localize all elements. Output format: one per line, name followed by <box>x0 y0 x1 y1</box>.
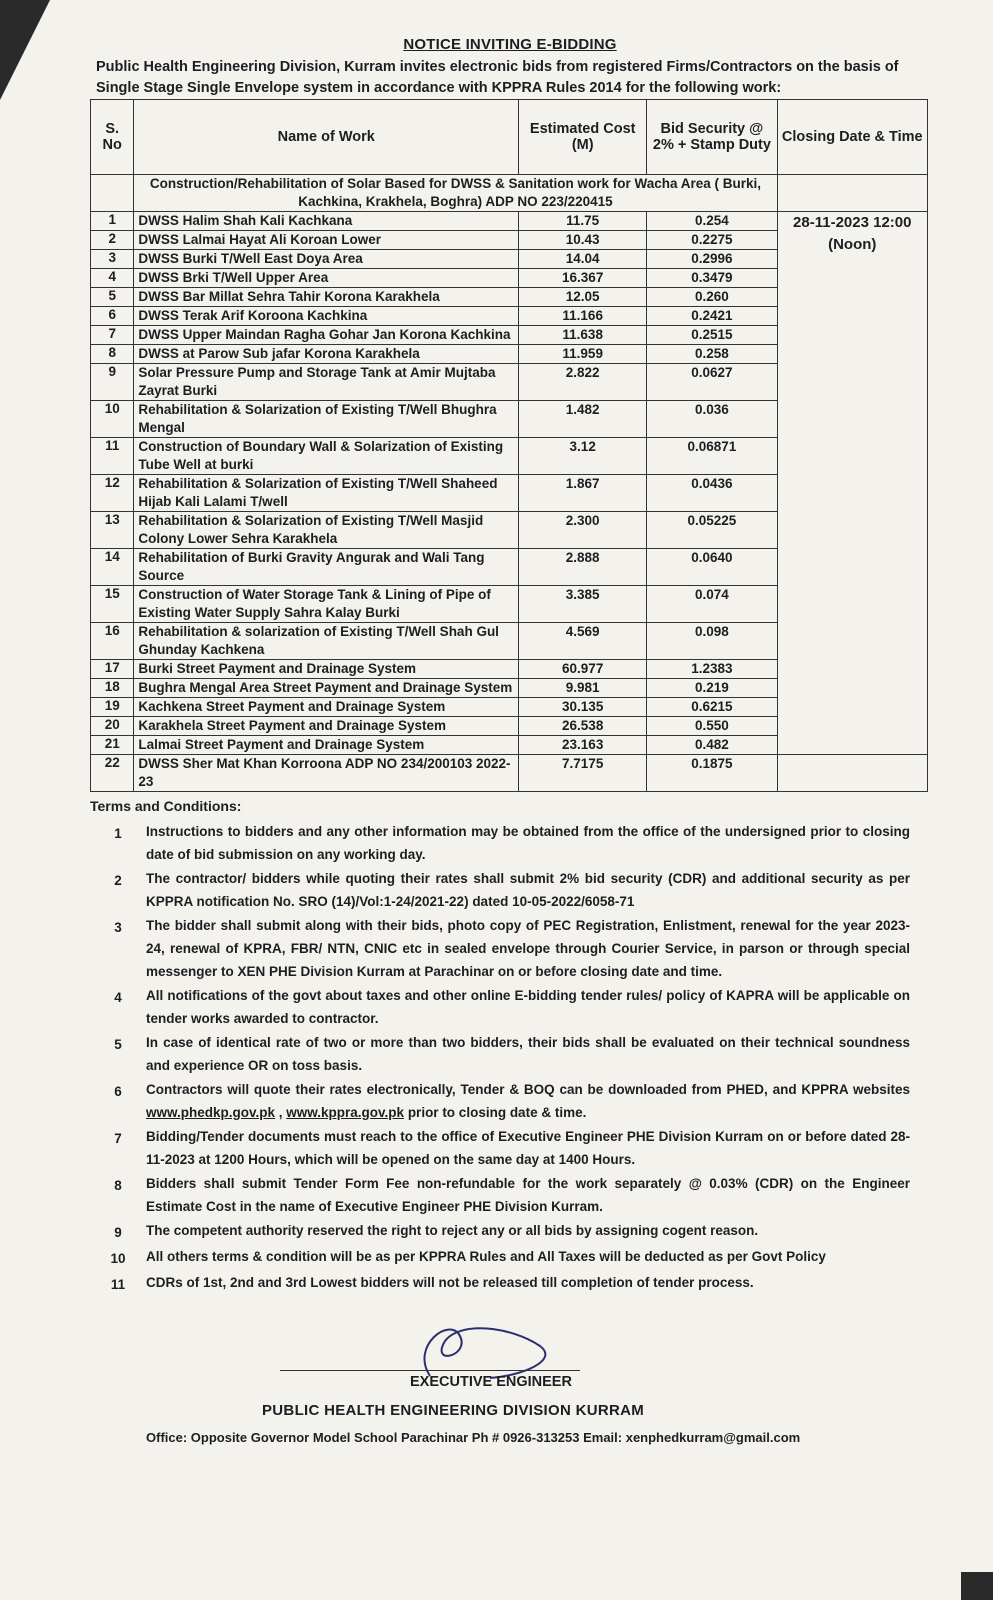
header-cost: Estimated Cost (M) <box>519 100 647 175</box>
signature-department: PUBLIC HEALTH ENGINEERING DIVISION KURRAM <box>262 1402 645 1419</box>
term-text <box>146 1078 930 1124</box>
row-cost: 1.867 <box>519 475 647 512</box>
row-name: Rehabilitation & solarization of Existing T/Well Shah Gul Ghunday Kachkena <box>134 623 519 660</box>
term-number: 1 <box>114 826 122 841</box>
row-name: DWSS Sher Mat Khan Korroona ADP NO 234/200103 2022-23 <box>134 755 519 792</box>
header-date: Closing Date & Time <box>777 100 927 175</box>
row-cost: 26.538 <box>519 717 647 736</box>
row-sno: 2 <box>91 231 134 250</box>
row-bid: 0.098 <box>647 623 777 660</box>
closing-date: 28-11-2023 12:00 (Noon) <box>777 212 927 755</box>
row-name: Burki Street Payment and Drainage System <box>134 660 519 679</box>
row-cost: 30.135 <box>519 698 647 717</box>
row-cost: 11.75 <box>519 212 647 231</box>
term-item <box>90 1271 930 1296</box>
group-date-cell <box>777 175 927 212</box>
term-number: 7 <box>114 1131 122 1146</box>
term-text: The bidder shall submit along with their bids, photo copy of PEC Registration, Enlistment, renewal for the year 2023-24, renewal of KPRA, FBR/ NTN, CNIC etc in sealed envelope through Courier Service, in parson or through special messenger to XEN PHE Division Kurram at Parachinar on or before closing date and time. <box>146 918 910 979</box>
terms-heading: Terms and Conditions: <box>90 798 242 814</box>
row-bid: 0.2275 <box>647 231 777 250</box>
row-sno: 12 <box>91 475 134 512</box>
term-text-part: Contractors will quote their rates electronically, Tender & BOQ can be downloaded from PHED, and KPPRA websites <box>146 1082 910 1097</box>
row-cost: 11.166 <box>519 307 647 326</box>
row-cost: 60.977 <box>519 660 647 679</box>
term-text: All others terms & condition will be as per KPPRA Rules and All Taxes will be deducted as per Govt Policy <box>146 1249 826 1264</box>
row-name: Rehabilitation & Solarization of Existing T/Well Shaheed Hijab Kali Lalami T/well <box>134 475 519 512</box>
term-item <box>90 984 930 1030</box>
term-number: 3 <box>114 920 122 935</box>
row-name: DWSS Burki T/Well East Doya Area <box>134 250 519 269</box>
row-sno: 4 <box>91 269 134 288</box>
row-name: Solar Pressure Pump and Storage Tank at Amir Mujtaba Zayrat Burki <box>134 364 519 401</box>
row-name: DWSS Brki T/Well Upper Area <box>134 269 519 288</box>
term-text: All notifications of the govt about taxes and other online E-bidding tender rules/ policy of KAPRA will be applicable on tender works awarded to contractor. <box>146 988 910 1026</box>
header-bid: Bid Security @ 2% + Stamp Duty <box>647 100 777 175</box>
group-title: Construction/Rehabilitation of Solar Based for DWSS & Sanitation work for Wacha Area ( Burki, Kachkina, Krakhela, Boghra) ADP NO 223/220415 <box>134 175 777 212</box>
row-sno: 10 <box>91 401 134 438</box>
row-cost: 16.367 <box>519 269 647 288</box>
term-number: 4 <box>114 990 122 1005</box>
row-bid: 0.482 <box>647 736 777 755</box>
term-item <box>90 1172 930 1218</box>
term-number: 5 <box>114 1037 122 1052</box>
row-bid: 0.06871 <box>647 438 777 475</box>
row-bid: 0.219 <box>647 679 777 698</box>
page-corner-shadow <box>0 0 50 100</box>
row-cost: 11.638 <box>519 326 647 345</box>
row-sno: 8 <box>91 345 134 364</box>
term-text: Bidders shall submit Tender Form Fee non-refundable for the work separately @ 0.03% (CDR) on the Engineer Estimate Cost in the name of Executive Engineer PHE Division Kurram. <box>146 1176 910 1214</box>
term-item <box>90 867 930 913</box>
term-text: CDRs of 1st, 2nd and 3rd Lowest bidders will not be released till completion of tender process. <box>146 1275 754 1290</box>
row-bid: 0.05225 <box>647 512 777 549</box>
row-cost: 2.300 <box>519 512 647 549</box>
term-item <box>90 1219 930 1244</box>
row-sno: 15 <box>91 586 134 623</box>
term-item <box>90 820 930 866</box>
row-cost: 3.12 <box>519 438 647 475</box>
row-cost: 1.482 <box>519 401 647 438</box>
notice-title: NOTICE INVITING E-BIDDING <box>403 36 617 53</box>
row-name: Rehabilitation & Solarization of Existing T/Well Masjid Colony Lower Sehra Karakhela <box>134 512 519 549</box>
row-bid: 0.0627 <box>647 364 777 401</box>
page-corner-shadow-bottom <box>961 1572 993 1600</box>
group-row <box>91 175 928 212</box>
term-number: 10 <box>110 1251 126 1266</box>
row-sno: 22 <box>91 755 134 792</box>
row-sno: 17 <box>91 660 134 679</box>
row-cost: 11.959 <box>519 345 647 364</box>
row-sno: 3 <box>91 250 134 269</box>
row-name: DWSS Halim Shah Kali Kachkana <box>134 212 519 231</box>
table-row <box>91 755 928 792</box>
signature-line <box>280 1370 580 1371</box>
row-bid: 0.0436 <box>647 475 777 512</box>
table-row <box>91 212 928 231</box>
row-sno: 9 <box>91 364 134 401</box>
row-sno: 21 <box>91 736 134 755</box>
row-bid: 0.254 <box>647 212 777 231</box>
row-name: DWSS at Parow Sub jafar Korona Karakhela <box>134 345 519 364</box>
row-bid: 0.258 <box>647 345 777 364</box>
term-number: 9 <box>114 1225 122 1240</box>
row-bid: 0.074 <box>647 586 777 623</box>
row-bid: 1.2383 <box>647 660 777 679</box>
term-number: 11 <box>110 1277 126 1292</box>
row-sno: 13 <box>91 512 134 549</box>
row-cost: 3.385 <box>519 586 647 623</box>
row-cost: 23.163 <box>519 736 647 755</box>
notice-intro: Public Health Engineering Division, Kurram invites electronic bids from registered Firms/Contractors on the basis of Single Stage Single Envelope system in accordance with KPPRA Rules 2014 for the following work: <box>96 59 899 96</box>
row-name: Lalmai Street Payment and Drainage System <box>134 736 519 755</box>
row-sno: 7 <box>91 326 134 345</box>
row-name: DWSS Lalmai Hayat Ali Koroan Lower <box>134 231 519 250</box>
row-sno: 18 <box>91 679 134 698</box>
signature-office: Office: Opposite Governor Model School Parachinar Ph # 0926-313253 Email: xenphedkurram@gmail.com <box>146 1430 801 1445</box>
row-name: Kachkena Street Payment and Drainage System <box>134 698 519 717</box>
row-sno: 14 <box>91 549 134 586</box>
term-item <box>90 1078 930 1124</box>
row-name: Bughra Mengal Area Street Payment and Drainage System <box>134 679 519 698</box>
row-bid: 0.550 <box>647 717 777 736</box>
term-text-separator: , <box>275 1105 287 1120</box>
header-sno: S. No <box>91 100 134 175</box>
row-sno: 5 <box>91 288 134 307</box>
signature-title: EXECUTIVE ENGINEER <box>410 1374 572 1390</box>
term-item <box>90 1125 930 1171</box>
row-bid: 0.2515 <box>647 326 777 345</box>
term-number: 8 <box>114 1178 122 1193</box>
row-cost: 10.43 <box>519 231 647 250</box>
row-cost: 2.888 <box>519 549 647 586</box>
row-sno: 6 <box>91 307 134 326</box>
works-body <box>91 175 928 792</box>
row-bid: 0.3479 <box>647 269 777 288</box>
row-name: Construction of Boundary Wall & Solarization of Existing Tube Well at burki <box>134 438 519 475</box>
row-cost: 7.7175 <box>519 755 647 792</box>
table-header-row <box>91 100 928 175</box>
term-item <box>90 1031 930 1077</box>
row-name: DWSS Bar Millat Sehra Tahir Korona Karakhela <box>134 288 519 307</box>
row-bid: 0.036 <box>647 401 777 438</box>
link-kppra[interactable]: www.kppra.gov.pk <box>286 1105 405 1120</box>
link-phedkp[interactable]: www.phedkp.gov.pk <box>146 1105 276 1120</box>
row-name: Rehabilitation & Solarization of Existing T/Well Bhughra Mengal <box>134 401 519 438</box>
row-bid: 0.1875 <box>647 755 777 792</box>
row-name: Rehabilitation of Burki Gravity Angurak and Wali Tang Source <box>134 549 519 586</box>
row-cost: 2.822 <box>519 364 647 401</box>
notice-page <box>90 36 930 1456</box>
row-name: Construction of Water Storage Tank & Lining of Pipe of Existing Water Supply Sahra Kalay Burki <box>134 586 519 623</box>
row-name: Karakhela Street Payment and Drainage System <box>134 717 519 736</box>
row-cost: 14.04 <box>519 250 647 269</box>
term-text-part: prior to closing date & time. <box>404 1105 587 1120</box>
header-name: Name of Work <box>134 100 519 175</box>
terms-list <box>90 820 930 1296</box>
row-name: DWSS Upper Maindan Ragha Gohar Jan Korona Kachkina <box>134 326 519 345</box>
row-sno: 19 <box>91 698 134 717</box>
term-text: Bidding/Tender documents must reach to the office of Executive Engineer PHE Division Kurram on or before dated 28-11-2023 at 1200 Hours, which will be opened on the same day at 1400 Hours. <box>146 1129 910 1167</box>
term-text: The competent authority reserved the right to reject any or all bids by assigning cogent reason. <box>146 1223 759 1238</box>
row-cost: 12.05 <box>519 288 647 307</box>
row-name: DWSS Terak Arif Koroona Kachkina <box>134 307 519 326</box>
group-sno-cell <box>91 175 134 212</box>
term-item <box>90 914 930 983</box>
row-bid: 0.0640 <box>647 549 777 586</box>
row-cost: 4.569 <box>519 623 647 660</box>
row-bid: 0.260 <box>647 288 777 307</box>
signature-block <box>90 1336 930 1456</box>
row-bid: 0.2421 <box>647 307 777 326</box>
term-text: Instructions to bidders and any other information may be obtained from the office of the undersigned prior to closing date of bid submission on any working day. <box>146 824 910 862</box>
term-text: The contractor/ bidders while quoting their rates shall submit 2% bid security (CDR) and additional security as per KPPRA notification No. SRO (14)/Vol:1-24/2021-22) dated 10-05-2022/6058-71 <box>146 871 910 909</box>
closing-date-empty <box>777 755 927 792</box>
term-number: 6 <box>114 1084 122 1099</box>
term-item <box>90 1245 930 1270</box>
row-bid: 0.6215 <box>647 698 777 717</box>
term-number: 2 <box>114 873 122 888</box>
row-sno: 20 <box>91 717 134 736</box>
row-sno: 16 <box>91 623 134 660</box>
term-text: In case of identical rate of two or more than two bidders, their bids shall be evaluated on their technical soundness and experience OR on toss basis. <box>146 1035 910 1073</box>
works-table <box>90 99 928 792</box>
row-bid: 0.2996 <box>647 250 777 269</box>
row-sno: 1 <box>91 212 134 231</box>
row-cost: 9.981 <box>519 679 647 698</box>
row-sno: 11 <box>91 438 134 475</box>
